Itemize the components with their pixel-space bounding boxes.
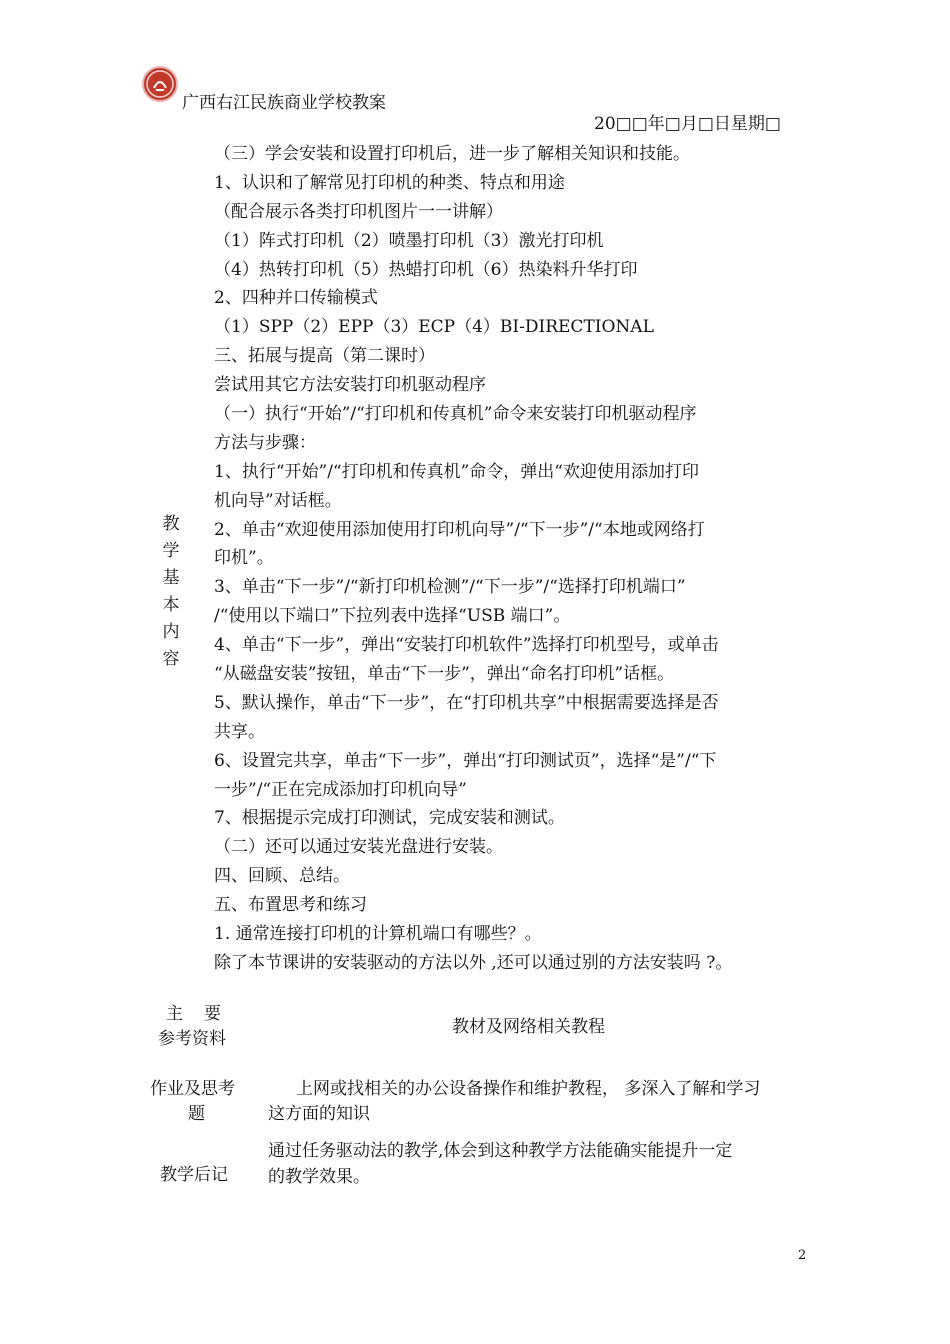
section-label-char: 容 — [162, 649, 180, 669]
content-line: 尝试用其它方法安装打印机驱动程序 — [214, 375, 486, 396]
content-line: 5、默认操作，单击“下一步”，在“打印机共享”中根据需要选择是否 — [214, 692, 719, 713]
section-label-char: 内 — [162, 622, 180, 642]
reflection-label: 教学后记 — [160, 1165, 228, 1185]
content-line: “从磁盘安装”按钮，单击“下一步”，弹出“命名打印机”话框。 — [214, 664, 675, 685]
content-line: 除了本节课讲的安装驱动的方法以外 ,还可以通过别的方法安装吗 ?。 — [214, 952, 733, 973]
content-line: 方法与步骤： — [214, 432, 316, 453]
content-line: 2、单击“欢迎使用添加使用打印机向导”/“下一步”/“本地或网络打 — [214, 519, 705, 540]
content-line: 1、认识和了解常见打印机的种类、特点和用途 — [214, 172, 565, 193]
section-label-teaching-content — [158, 511, 184, 673]
content-line: （4）热转打印机（5）热蜡打印机（6）热染料升华打印 — [214, 259, 638, 280]
content-line: 共享。 — [214, 721, 265, 742]
homework-value-line1: 上网或找相关的办公设备操作和维护教程， 多深入了解和学习 — [296, 1079, 761, 1099]
content-line: 五、布置思考和练习 — [214, 895, 367, 916]
content-line: （二）还可以通过安装光盘进行安装。 — [214, 837, 503, 858]
content-line: 机向导”对话框。 — [214, 490, 342, 511]
content-line: （三）学会安装和设置打印机后，进一步了解相关知识和技能。 — [214, 144, 690, 164]
content-line: 6、设置完共享，单击“下一步”，弹出“打印测试页”，选择“是”/“下 — [214, 750, 717, 771]
school-logo — [142, 66, 178, 102]
teaching-content — [214, 140, 814, 978]
references-label-line1: 主 要 — [166, 1004, 223, 1024]
date-line: 20□□年□月□日星期□ — [594, 114, 781, 134]
content-line: （配合展示各类打印机图片一一讲解） — [214, 201, 503, 222]
content-line: 7、根据提示完成打印测试，完成安装和测试。 — [214, 808, 565, 829]
reflection-value-line1: 通过任务驱动法的教学,体会到这种教学方法能确实能提升一定 — [268, 1141, 733, 1161]
section-label-char: 本 — [162, 595, 180, 615]
section-label-char: 教 — [162, 514, 180, 534]
homework-label-line1: 作业及思考 — [150, 1079, 235, 1099]
homework-label-line2: 题 — [188, 1104, 205, 1124]
page-number: 2 — [798, 1248, 807, 1263]
references-value: 教材及网络相关教程 — [452, 1017, 605, 1037]
section-label-char: 学 — [162, 541, 180, 561]
school-title: 广西右江民族商业学校教案 — [182, 93, 386, 113]
content-line: （一）执行“开始”/“打印机和传真机”命令来安装打印机驱动程序 — [214, 404, 697, 425]
references-label-line2: 参考资料 — [158, 1029, 226, 1049]
content-line: （1）阵式打印机（2）喷墨打印机（3）激光打印机 — [214, 230, 604, 251]
section-label-char: 基 — [162, 568, 180, 588]
content-line: 1. 通常连接打印机的计算机端口有哪些？。 — [214, 924, 542, 945]
content-line: 1、执行“开始”/“打印机和传真机”命令，弹出“欢迎使用添加打印 — [214, 461, 699, 482]
content-line: 2、四种并口传输模式 — [214, 288, 378, 309]
content-line: 3、单击“下一步”/“新打印机检测”/“下一步”/“选择打印机端口” — [214, 577, 686, 598]
content-line: 4、单击“下一步”，弹出“安装打印机软件”选择打印机型号，或单击 — [214, 635, 719, 656]
content-line: 四、回顾、总结。 — [214, 866, 350, 887]
content-line: 三、拓展与提高（第二课时） — [214, 346, 435, 367]
content-line: 一步”/“正在完成添加打印机向导” — [214, 779, 467, 800]
content-line: 印机”。 — [214, 548, 274, 569]
content-line: /“使用以下端口”下拉列表中选择“USB 端口”。 — [214, 606, 571, 627]
reflection-value-line2: 的教学效果。 — [268, 1167, 370, 1187]
homework-value-line2: 这方面的知识 — [268, 1104, 370, 1124]
content-line: （1）SPP（2）EPP（3）ECP（4）BI-DIRECTIONAL — [214, 317, 654, 338]
